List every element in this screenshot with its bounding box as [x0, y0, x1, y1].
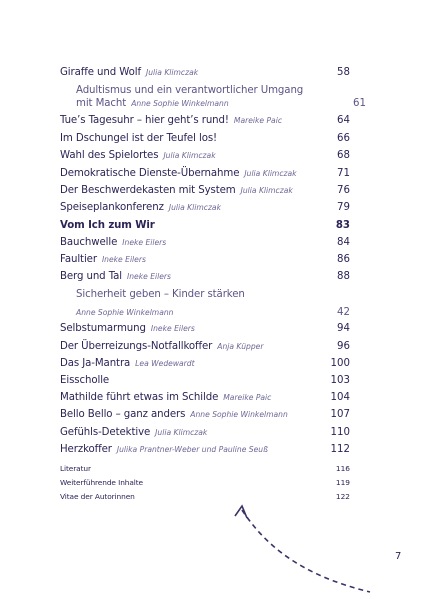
toc-entry	[60, 253, 350, 267]
entry-title: Mathilde führt etwas im Schilde	[60, 392, 219, 403]
entry-title: Adultismus und ein verantwortlicher Umgang	[76, 85, 304, 96]
entry-title: mit Macht	[76, 98, 127, 109]
toc-entry	[60, 149, 350, 163]
toc-backmatter-entry	[60, 462, 350, 476]
dashed-arrow-icon	[230, 500, 380, 600]
entry-page: 64	[337, 115, 350, 126]
entry-title: Literatur	[60, 464, 91, 473]
toc-entry	[60, 97, 366, 111]
entry-author: Ineke Eilers	[127, 272, 171, 281]
section-title: Vom Ich zum Wir	[60, 220, 155, 231]
entry-title: Sicherheit geben – Kinder stärken	[76, 289, 245, 300]
toc-entry	[60, 201, 350, 215]
entry-author: Julia Klimczak	[155, 428, 208, 437]
arrow-path	[242, 510, 370, 592]
toc-entry	[60, 114, 350, 128]
entry-title: Giraffe und Wolf	[60, 67, 141, 78]
arrow-head	[235, 506, 247, 518]
toc-backmatter-entry	[60, 476, 350, 490]
toc-entry	[60, 306, 350, 320]
entry-title: Berg und Tal	[60, 271, 122, 282]
entry-title: Eisscholle	[60, 375, 110, 386]
entry-author: Ineke Eilers	[101, 255, 146, 264]
toc-entry	[60, 391, 350, 405]
entry-author: Anne Sophie Winkelmann	[131, 99, 229, 108]
entry-author: Julia Klimczak	[244, 169, 297, 178]
toc-entry	[60, 66, 350, 80]
entry-title: Im Dschungel ist der Teufel los!	[60, 133, 218, 144]
entry-title: Bauchwelle	[60, 237, 118, 248]
entry-title: Bello Bello – ganz anders	[60, 409, 186, 420]
page-number: 7	[395, 551, 402, 562]
toc-entry	[60, 340, 350, 354]
entry-author: Julia Klimczak	[145, 68, 199, 77]
entry-page: 71	[337, 168, 350, 179]
toc-entry	[60, 443, 350, 457]
toc-entry	[60, 184, 350, 198]
entry-page: 103	[330, 375, 350, 386]
entry-title: Gefühls-Detektive	[60, 427, 151, 438]
entry-title: Wahl des Spielortes	[60, 150, 159, 161]
entry-page: 66	[337, 133, 350, 144]
toc-entry	[60, 426, 350, 440]
entry-author: Ineke Eilers	[150, 324, 195, 333]
entry-author: Anne Sophie Winkelmann	[190, 410, 288, 419]
toc-entry	[60, 322, 350, 336]
entry-title: Der Überreizungs-Notfallkoffer	[60, 341, 213, 352]
toc-entry	[60, 288, 366, 302]
entry-title: Der Beschwerdekasten mit System	[60, 185, 236, 196]
entry-page: 42	[337, 307, 350, 318]
toc-entry	[60, 408, 350, 422]
toc-entry	[60, 374, 350, 388]
entry-author: Lea Wedewardt	[135, 359, 195, 368]
entry-author: Julia Klimczak	[163, 151, 216, 160]
entry-page: 110	[330, 427, 350, 438]
entry-title: Tue’s Tagesuhr – hier geht’s rund!	[60, 115, 229, 126]
toc-entry	[60, 167, 350, 181]
entry-page: 88	[337, 271, 350, 282]
entry-page: 112	[330, 444, 350, 455]
entry-page: 61	[353, 98, 366, 109]
toc-entry	[60, 357, 350, 371]
entry-author: Anne Sophie Winkelmann	[76, 308, 174, 317]
entry-page: 84	[337, 237, 350, 248]
entry-title: Faultier	[60, 254, 97, 265]
entry-page: 100	[330, 358, 350, 369]
entry-author: Mareike Paic	[223, 393, 272, 402]
section-page: 83	[335, 220, 350, 231]
entry-author: Ineke Eilers	[122, 238, 167, 247]
toc-entry	[60, 236, 350, 250]
toc-section-heading	[60, 219, 350, 233]
entry-page: 76	[337, 185, 350, 196]
entry-title: Demokratische Dienste-Übernahme	[60, 168, 240, 179]
entry-title: Speiseplankonferenz	[60, 202, 164, 213]
entry-author: Julia Klimczak	[240, 186, 293, 195]
entry-page: 79	[337, 202, 350, 213]
entry-title: Vitae der Autorinnen	[60, 492, 135, 501]
entry-page: 68	[337, 150, 350, 161]
entry-page: 96	[337, 341, 350, 352]
toc-entry	[60, 132, 350, 146]
entry-page: 86	[337, 254, 350, 265]
entry-page: 107	[330, 409, 350, 420]
entry-author: Julia Klimczak	[168, 203, 221, 212]
entry-page: 58	[337, 67, 350, 78]
entry-page: 104	[330, 392, 350, 403]
entry-page: 119	[335, 478, 350, 487]
entry-page: 94	[337, 323, 350, 334]
entry-author: Anja Küpper	[217, 342, 264, 351]
entry-title: Das Ja-Mantra	[60, 358, 131, 369]
entry-title: Weiterführende Inhalte	[60, 478, 143, 487]
toc-entry	[60, 270, 350, 284]
entry-author: Julika Prantner-Weber und Pauline Seuß	[116, 445, 268, 454]
entry-title: Selbstumarmung	[60, 323, 146, 334]
entry-page: 122	[335, 492, 350, 501]
toc-entry	[60, 84, 366, 98]
entry-title: Herzkoffer	[60, 444, 112, 455]
entry-author: Mareike Paic	[233, 116, 283, 125]
entry-page: 116	[335, 464, 350, 473]
